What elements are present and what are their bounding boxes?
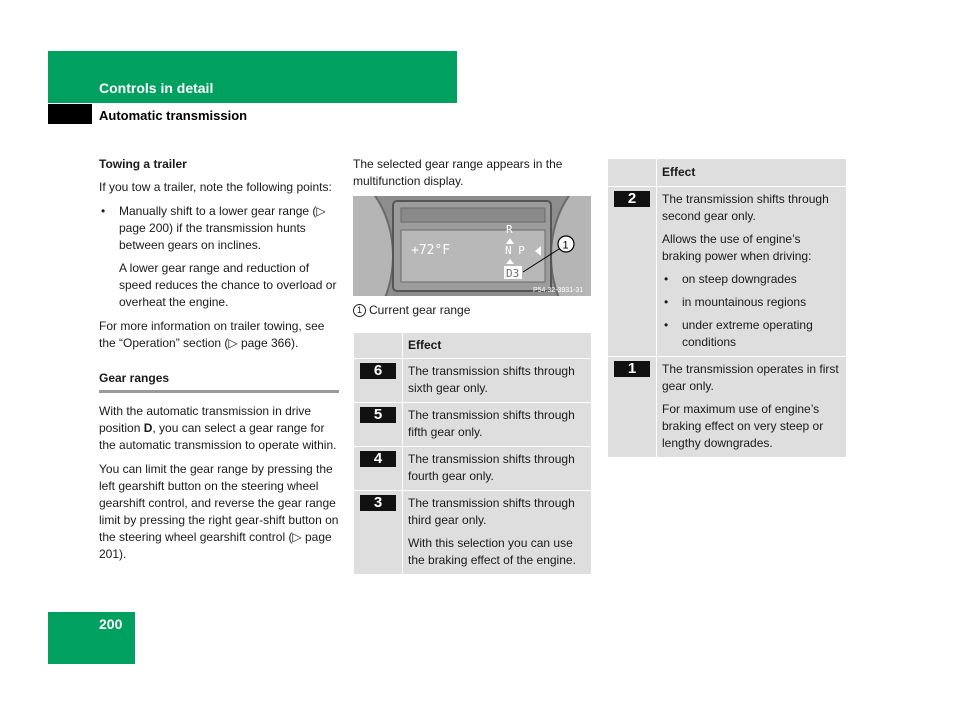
gear-1-text: The transmission operates in first gear only. — [662, 362, 839, 393]
list-item: • under extreme operating conditions — [662, 317, 841, 351]
section-title: Controls in detail — [99, 80, 214, 96]
table-header-row — [354, 333, 592, 359]
gear-ranges-p2: You can limit the gear range by pressing the left gearshift button on the steering wheel gearshift control, and reverse the gear range limit by pressing the right gear-shift button on the steering wheel gearshift control (▷ page 201). — [99, 462, 339, 561]
table-row — [608, 187, 847, 357]
table-row — [354, 359, 592, 403]
left-column — [99, 156, 339, 570]
table-cell-effect — [657, 357, 847, 458]
towing-bullet: • Manually shift to a lower gear range (▷ page 200) if the transmission hunts between gears on inclines. — [99, 203, 339, 254]
middle-column — [353, 156, 592, 575]
table-cell-effect — [403, 491, 592, 575]
display-temperature: +72°F — [411, 243, 451, 258]
display-callout-number: 1 — [562, 239, 569, 252]
display-caption — [353, 302, 592, 319]
gear-2-text-2: Allows the use of engine’s braking power when driving: — [662, 232, 812, 263]
table-header-key — [354, 333, 403, 359]
gear-3-text-2: With this selection you can use the braking effect of the engine. — [408, 536, 576, 567]
list-item: • on steep downgrades — [662, 271, 841, 288]
gear-p1-text-c: , you can select a gear range for the automatic transmission to operate within. — [99, 421, 337, 452]
gear-ranges-heading: Gear ranges — [99, 371, 170, 385]
heading-rule — [99, 390, 339, 393]
towing-more-info: For more information on trailer towing, see the “Operation” section (▷ page 366). — [99, 319, 325, 350]
towing-intro: If you tow a trailer, note the following points: — [99, 180, 332, 194]
table-cell-effect: The transmission shifts through sixth gear only. — [403, 359, 592, 403]
gear-badge-6: 6 — [360, 363, 396, 379]
table-header-row — [608, 159, 847, 187]
gear-badge-4: 4 — [360, 451, 396, 467]
table-row — [354, 403, 592, 447]
callout-number-icon: 1 — [353, 304, 366, 317]
gear-3-text: The transmission shifts through third gear only. — [408, 496, 575, 527]
gear-1-text-2: For maximum use of engine’s braking effect on very steep or lengthy downgrades. — [662, 402, 824, 450]
page-number: 200 — [99, 616, 123, 632]
gear-p1-drive-position: D — [143, 421, 153, 435]
display-caption-text: Current gear range — [369, 303, 471, 317]
table-header-effect: Effect — [403, 333, 592, 359]
subsection-title: Automatic transmission — [99, 108, 248, 123]
multifunction-display-image — [353, 196, 591, 296]
display-intro: The selected gear range appears in the multifunction display. — [353, 157, 563, 188]
table-cell-effect — [657, 187, 847, 357]
display-gear-np: N P — [505, 244, 525, 257]
gear-badge-1: 1 — [614, 361, 650, 377]
gear-badge-5: 5 — [360, 407, 396, 423]
towing-bullet-note: A lower gear range and reduction of speed reduces the chance to overload or overheat the engine. — [119, 261, 337, 309]
table-cell-effect: The transmission shifts through fourth gear only. — [403, 447, 592, 491]
table-row — [354, 447, 592, 491]
gear-badge-3: 3 — [360, 495, 396, 511]
table-header-key — [608, 159, 657, 187]
gear-badge-2: 2 — [614, 191, 650, 207]
display-current-gear: D3 — [506, 267, 520, 280]
gear-table-left — [353, 332, 592, 575]
table-cell-effect: The transmission shifts through fifth gear only. — [403, 403, 592, 447]
right-column — [607, 158, 847, 458]
table-row — [354, 491, 592, 575]
towing-heading: Towing a trailer — [99, 157, 187, 171]
table-header-effect: Effect — [657, 159, 847, 187]
gear-table-right — [607, 158, 847, 458]
display-gear-r: R — [506, 223, 513, 236]
section-tab-marker — [48, 104, 92, 124]
gear-p1-text-a: With the automatic transmission in drive position — [99, 404, 312, 435]
display-illustration — [353, 196, 591, 296]
list-item: • in mountainous regions — [662, 294, 841, 311]
display-image-code: P54.32-3931-31 — [533, 287, 584, 294]
gear-2-text: The transmission shifts through second gear only. — [662, 192, 829, 223]
table-row — [608, 357, 847, 458]
gear-ranges-p1 — [99, 403, 339, 454]
